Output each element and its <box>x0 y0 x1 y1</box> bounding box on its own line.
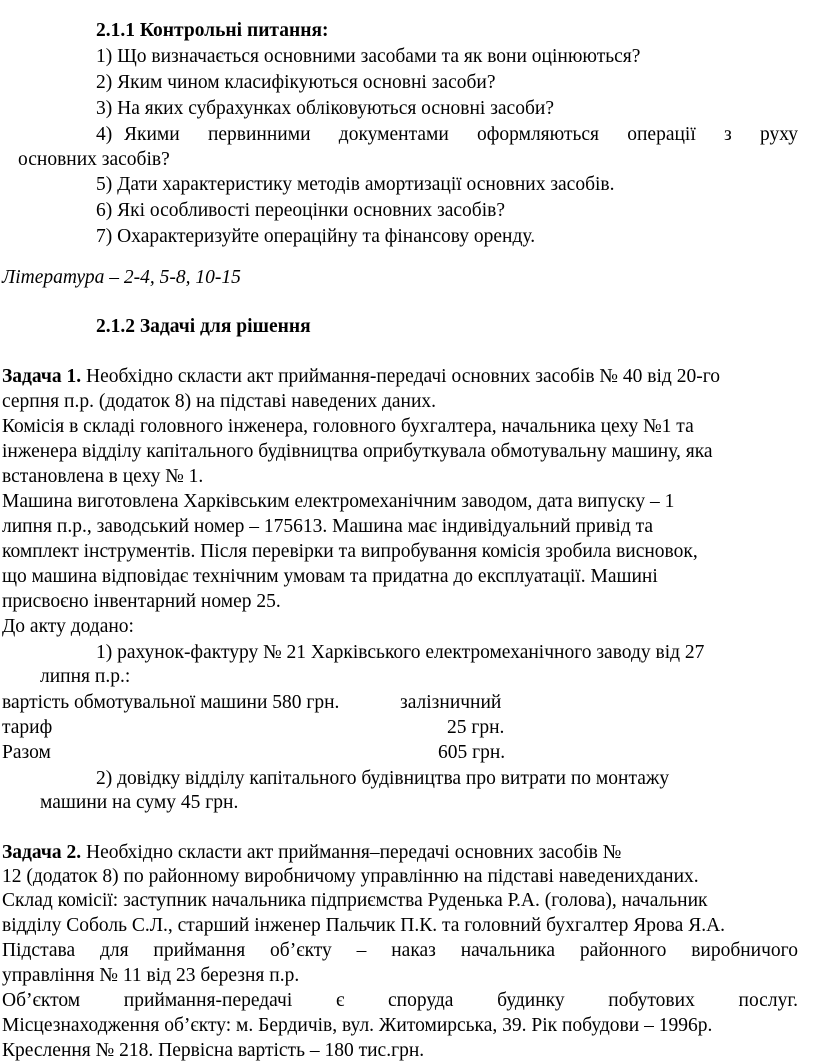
task-1-line-4: інженера відділу капітального будівництва оприбуткувала обмотувальну машину, яка <box>2 441 713 462</box>
section-heading-questions: 2.1.1 Контрольні питання: <box>96 20 329 41</box>
cost-total-value: 605 грн. <box>438 742 506 763</box>
task-2-line-3: Склад комісії: заступник начальника підприємства Руденька Р.А. (голова), начальник <box>2 890 708 911</box>
cost-tariff-label: тариф <box>2 717 53 738</box>
task-1-line-3: Комісія в складі головного інженера, головного бухгалтера, начальника цеху №1 та <box>2 416 694 437</box>
task-1-label: Задача 1. <box>2 366 82 387</box>
task-2-line-1: Задача 2. Необхідно скласти акт приймання–передачі основних засобів № <box>2 842 622 863</box>
task-1-line-8: комплект інструментів. Після перевірки та випробування комісія зробила висновок, <box>2 541 698 562</box>
cost-machine: вартість обмотувальної машини 580 грн. <box>2 692 340 713</box>
task-2-line-5: Підстава для приймання об’єкту – наказ начальника районного виробничого <box>2 940 798 961</box>
task-1-line-2: серпня п.р. (додаток 8) на підставі наведених даних. <box>2 391 437 412</box>
question-1: 1) Що визначається основними засобами та як вони оцінюються? <box>96 46 641 67</box>
task-2-label: Задача 2. <box>2 842 82 863</box>
task-1-line-11: До акту додано: <box>2 616 134 637</box>
cost-rail-label: залізничний <box>400 692 502 713</box>
task-1-attachment-2: 2) довідку відділу капітального будівництва про витрати по монтажу <box>96 768 670 789</box>
cost-tariff-value: 25 грн. <box>447 717 505 738</box>
cost-total-label: Разом <box>2 742 51 763</box>
task-2-line-8: Місцезнаходження об’єкту: м. Бердичів, вул. Житомирська, 39. Рік побудови – 1996р. <box>2 1015 713 1036</box>
section-heading-tasks: 2.1.2 Задачі для рішення <box>96 316 311 337</box>
task-1-line-9: що машина відповідає технічним умовам та придатна до експлуатації. Машині <box>2 566 658 587</box>
task-1-line-10: присвоєно інвентарний номер 25. <box>2 591 281 612</box>
task-2-line-7: Об’єктом приймання-передачі є спорудa будинку побутових послуг. <box>2 990 798 1011</box>
task-1-line-1: Задача 1. Необхідно скласти акт приймання-передачі основних засобів № 40 від 20-го <box>2 366 720 387</box>
task-1-attachment-1-cont: липня п.р.: <box>40 666 131 687</box>
question-5: 5) Дати характеристику методів амортизації основних засобів. <box>96 174 615 195</box>
task-2-line-9: Креслення № 218. Первісна вартість – 180 тис.грн. <box>2 1040 425 1061</box>
task-2-line-6: управління № 11 від 23 березня п.р. <box>2 965 300 986</box>
task-1-line-6: Машина виготовлена Харківським електромеханічним заводом, дата випуску – 1 <box>2 491 675 512</box>
task-1-line-5: встановлена в цеху № 1. <box>2 466 204 487</box>
question-4-line-1: Якими первинними документами оформляються операції з руху <box>124 124 798 145</box>
question-7: 7) Охарактеризуйте операційну та фінансову оренду. <box>96 226 536 247</box>
task-1-line-7: липня п.р., заводський номер – 175613. Машина має індивідуальний привід та <box>2 516 654 537</box>
task-2-line-2: 12 (додаток 8) по районному виробничому управлінню на підставі наведенихданих. <box>2 866 699 887</box>
question-4-number: 4) <box>96 124 113 145</box>
question-6: 6) Які особливості переоцінки основних засобів? <box>96 200 505 221</box>
task-1-attachment-2-cont: машини на суму 45 грн. <box>40 792 239 813</box>
question-4-line-2: основних засобів? <box>18 149 170 170</box>
literature-reference: Література – 2-4, 5-8, 10-15 <box>2 267 241 288</box>
task-2-line-4: відділу Соболь С.Л., старший інженер Пальчик П.К. та головний бухгалтер Ярова Я.А. <box>2 915 726 936</box>
question-2: 2) Яким чином класифікуються основні засоби? <box>96 72 496 93</box>
question-3: 3) На яких субрахунках обліковуються основні засоби? <box>96 98 554 119</box>
task-1-attachment-1: 1) рахунок-фактуру № 21 Харківського електромеханічного заводу від 27 <box>96 642 705 663</box>
